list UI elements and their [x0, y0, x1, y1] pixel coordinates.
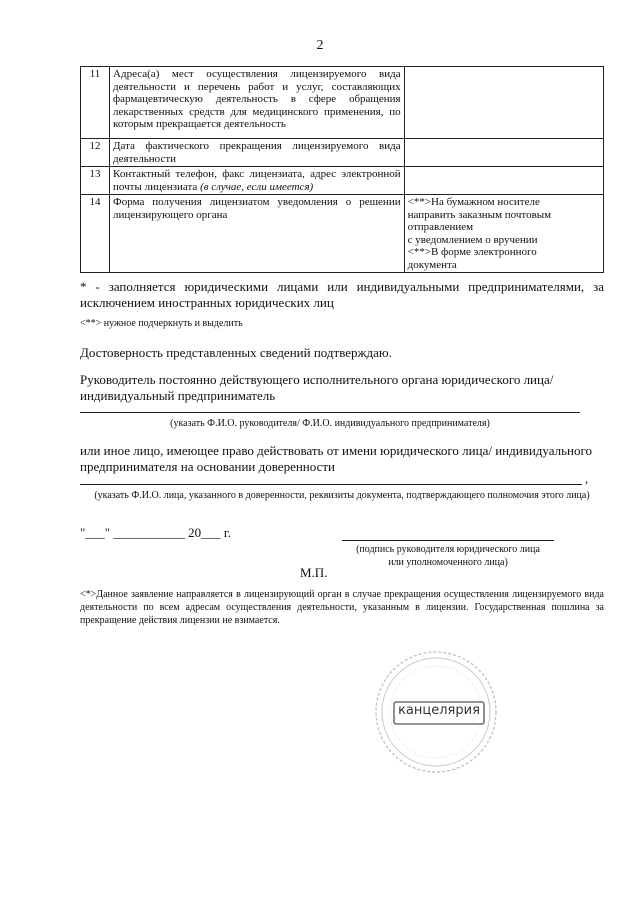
stamp-label: канцелярия — [398, 703, 480, 718]
delivery-option-line: направить заказным почтовым — [407, 208, 552, 221]
date-line: "___" ___________ 20___ г. — [80, 525, 231, 540]
footnote-star: * - заполняется юридическими лицами или индивидуальными предпринимателями, за исключением иностранных юридических лиц — [80, 279, 604, 310]
delivery-option-line: <**>На бумажном носителе — [407, 196, 540, 208]
note-double-star: <**> нужное подчеркнуть и выделить — [80, 318, 243, 329]
row-number: 14 — [81, 195, 110, 273]
delivery-option-line: отправлением — [407, 221, 474, 233]
other-person-text: или иное лицо, имеющее право действовать от имени юридического лица/ индивидуального предпринимателя на основании доверенности — [80, 443, 592, 474]
row-number: 13 — [81, 167, 110, 195]
row-description-text: Контактный телефон, факс лицензиата, адрес электронной почты лицензиата — [113, 168, 401, 193]
application-table — [80, 66, 604, 273]
delivery-option-line: <**>В форме электронного — [407, 246, 537, 258]
delivery-option-line: документа — [407, 258, 457, 271]
other-person-caption: (указать Ф.И.О. лица, указанного в доверенности, реквизиты документа, подтверждающего полномочия этого лица) — [94, 490, 590, 501]
row-description: Дата фактического прекращения лицензируемого вида деятельности — [110, 139, 405, 167]
signature-caption-1: (подпись руководителя юридического лица — [356, 544, 540, 555]
row-description: Форма получения лицензиатом уведомления о решении лицензирующего органа — [110, 195, 405, 273]
head-caption: (указать Ф.И.О. руководителя/ Ф.И.О. индивидуального предпринимателя) — [170, 418, 490, 429]
row-value — [404, 139, 603, 167]
head-name-line — [80, 412, 580, 413]
table-row — [81, 167, 604, 195]
office-stamp — [372, 648, 500, 776]
row-number: 11 — [81, 67, 110, 139]
row-description — [110, 167, 405, 195]
row-value — [404, 67, 603, 139]
table-row — [81, 67, 604, 139]
confirm-text: Достоверность представленных сведений подтверждаю. — [80, 345, 392, 360]
row-description: Адреса(а) мест осуществления лицензируемого вида деятельности и перечень работ и услуг, составляющих фармацевтическую деятельность в сфере обращения лекарственных средств для медицинского применения, по которым прекращается деятельность — [110, 67, 405, 139]
other-person-line — [80, 484, 582, 485]
signature-caption-2: или уполномоченного лица) — [388, 557, 508, 568]
signature-line — [342, 540, 554, 541]
delivery-option-line: с уведомлением о вручении — [407, 233, 538, 246]
row-number: 12 — [81, 139, 110, 167]
line-comma: , — [585, 471, 589, 486]
page-number: 2 — [316, 38, 324, 53]
head-text: Руководитель постоянно действующего исполнительного органа юридического лица/ индивидуальный предприниматель — [80, 372, 554, 403]
row-description-note: (в случае, если имеется) — [200, 180, 314, 193]
table-row — [81, 139, 604, 167]
mp-label: М.П. — [300, 565, 328, 580]
footer-note: <*>Данное заявление направляется в лицензирующий орган в случае прекращения осуществления лицензируемого вида деятельности по всем адресам осуществления деятельности, указанным в лицензии. Государственная пошлина за прекращение действия лицензии не взимается. — [80, 589, 604, 626]
table-row — [81, 195, 604, 273]
row-value — [404, 167, 603, 195]
row-value — [404, 195, 603, 273]
